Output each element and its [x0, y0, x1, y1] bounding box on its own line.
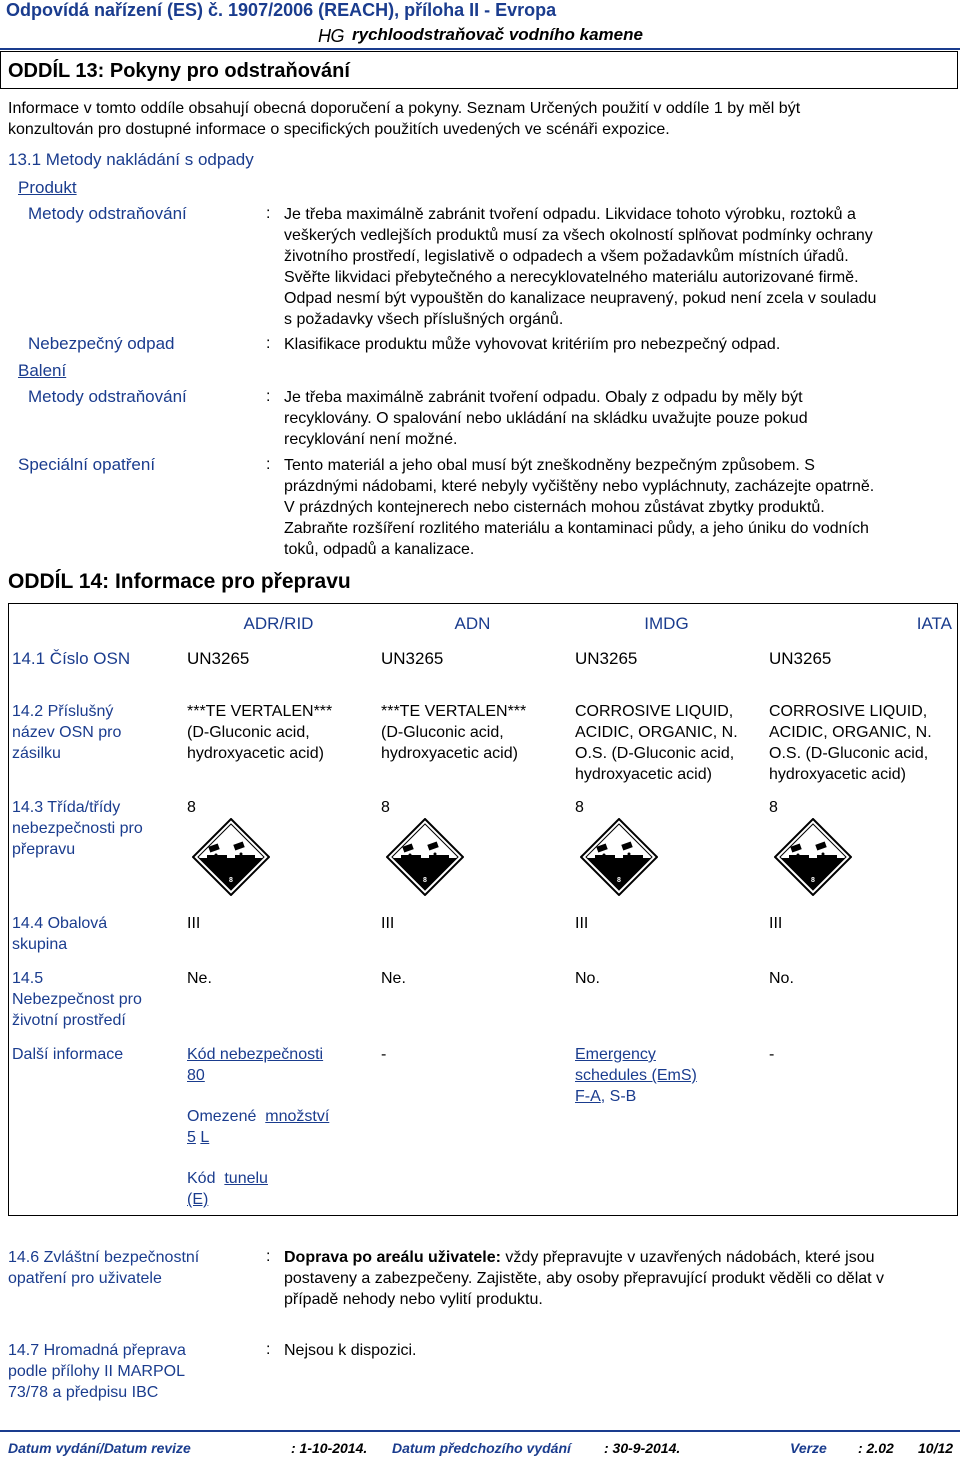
footer-verze-label: Verze [790, 1440, 827, 1456]
row144-label: 14.4 Obalová skupina [12, 915, 108, 953]
col-adn: ADN [454, 614, 491, 633]
footer-datum-value: : 1-10-2014. [291, 1440, 368, 1456]
corrosive-pictogram-iata [774, 818, 852, 901]
svg-text:8: 8 [811, 877, 815, 884]
corrosive-pictogram-imdg [580, 818, 658, 901]
colon: : [266, 1341, 271, 1358]
dalsi-imdg: Emergency schedules (EmS) F-A, S-B [575, 1046, 697, 1105]
footer-datum-label: Datum vydání/Datum revize [8, 1440, 191, 1456]
section13-title: ODDÍL 13: Pokyny pro odstraňování [8, 60, 350, 82]
footer-verze-value: : 2.02 [858, 1440, 894, 1456]
footer-page-number: 10/12 [918, 1440, 954, 1456]
row145-adr: Ne. [187, 970, 212, 987]
section14-title: ODDÍL 14: Informace pro přepravu [8, 570, 351, 593]
svg-text:8: 8 [229, 877, 233, 884]
corrosive-icon [192, 818, 270, 896]
metody-text: Je třeba maximálně zabránit tvoření odpadu. Likvidace tohoto výrobku, roztoků a veškerých vedlejších produktů musí za všech okolností splňovat podmínky ochrany životního prostředí, legislativě o odpadech a všem požadavkům místních úřadů. Svěřte likvidaci přebytečného a nerecyklovatelného materiálu autorizované firmě. Odpad nesmí být vypouštěn do kanalizace neupravený, pokud není zcela v souladu s požadavky všech příslušných orgánů. [284, 206, 877, 328]
colon: : [266, 335, 271, 352]
corrosive-pictogram-adr [192, 818, 270, 901]
row142-adr: ***TE VERTALEN*** (D-Gluconic acid, hydroxyacetic acid) [187, 703, 333, 762]
row146-text: Doprava po areálu uživatele: vždy přepravujte v uzavřených nádobách, které jsou postaveny a zabezpečeny. Zajistěte, aby osoby přepravující produkt věděli co dělat v případě nehody nebo vylití produktu. [284, 1249, 885, 1308]
produkt-heading: Produkt [18, 178, 77, 197]
metody2-text: Je třeba maximálně zabránit tvoření odpadu. Obaly z odpadu by měly být recyklovány. O spalování nebo ukládání na skládku uvažujte pouze pokud recyklování není možné. [284, 389, 808, 448]
header-divider [0, 48, 960, 50]
table-top-rule [8, 603, 958, 604]
footer-predchozi-label: Datum předchozího vydání [392, 1440, 571, 1456]
table-bottom-rule [8, 1215, 958, 1216]
row142-adn: ***TE VERTALEN*** (D-Gluconic acid, hydroxyacetic acid) [381, 703, 527, 762]
row141-label: 14.1 Číslo OSN [12, 649, 131, 668]
nebezpecny-text: Klasifikace produktu může vyhovovat kritériím pro nebezpečný odpad. [284, 336, 781, 353]
col-adr-rid: ADR/RID [243, 614, 314, 633]
row144-imdg: III [575, 915, 589, 932]
row145-label: 14.5 Nebezpečnost pro životní prostředí [12, 970, 142, 1029]
specialni-label: Speciální opatření [18, 455, 156, 474]
corrosive-pictogram-adn [386, 818, 464, 901]
section13-1-title: 13.1 Metody nakládání s odpady [8, 150, 254, 169]
row141-iata: UN3265 [769, 649, 832, 668]
metody2-label: Metody odstraňování [28, 387, 187, 406]
row144-iata: III [769, 915, 783, 932]
row145-adn: Ne. [381, 970, 406, 987]
row147-text: Nejsou k dispozici. [284, 1342, 417, 1359]
svg-text:8: 8 [617, 877, 621, 884]
product-name: rychloodstraňovač vodního kamene [352, 25, 643, 44]
col-imdg: IMDG [644, 614, 689, 633]
row145-iata: No. [769, 970, 794, 987]
dalsi-label: Další informace [12, 1046, 124, 1063]
row145-imdg: No. [575, 970, 600, 987]
metody-label: Metody odstraňování [28, 204, 187, 223]
table-left-rule [8, 603, 9, 1216]
col-iata: IATA [916, 614, 952, 633]
row147-label: 14.7 Hromadná přeprava podle přílohy II MARPOL 73/78 a předpisu IBC [8, 1342, 186, 1401]
colon: : [266, 456, 271, 473]
nebezpecny-label: Nebezpečný odpad [28, 334, 175, 353]
corrosive-icon [774, 818, 852, 896]
hg-logo: HG [318, 26, 344, 46]
row143-adn: 8 [381, 799, 390, 816]
row142-imdg: CORROSIVE LIQUID, ACIDIC, ORGANIC, N. O.S. (D-Gluconic acid, hydroxyacetic acid) [575, 703, 738, 783]
row142-label: 14.2 Příslušný název OSN pro zásilku [12, 703, 122, 762]
section13-intro: Informace v tomto oddíle obsahují obecná doporučení a pokyny. Seznam Určených použití v oddíle 1 by měl být konzultován pro dostupné informace o specifických použitích uvedených ve scénáři expozice. [8, 100, 801, 138]
row144-adr: III [187, 915, 201, 932]
row141-imdg: UN3265 [575, 649, 638, 668]
dalsi-iata: - [769, 1046, 775, 1063]
kod-nebezpecnosti-label: Kód nebezpečnosti [187, 1046, 324, 1063]
row142-iata: CORROSIVE LIQUID, ACIDIC, ORGANIC, N. O.S. (D-Gluconic acid, hydroxyacetic acid) [769, 703, 932, 783]
specialni-text: Tento materiál a jeho obal musí být zneškodněny bezpečným způsobem. S prázdnými nádobami, které nebyly vyčištěny nebo vypláchnuty, zacházejte opatrně. V prázdných kontejnerech nebo cisternách mohou zůstávat zbytky produktů. Zabraňte rozšíření rozlitého materiálu a kontaminaci půdy, a jeho úniku do vodních toků, odpadů a kanalizace. [284, 457, 875, 558]
footer-predchozi-value: : 30-9-2014. [604, 1440, 681, 1456]
corrosive-icon [580, 818, 658, 896]
dalsi-adn: - [381, 1046, 387, 1063]
row141-adr: UN3265 [187, 649, 250, 668]
row143-iata: 8 [769, 799, 778, 816]
colon: : [266, 1248, 271, 1265]
colon: : [266, 205, 271, 222]
table-right-rule [957, 603, 958, 1216]
kod-nebezpecnosti-value: 80 [187, 1067, 205, 1084]
colon: : [266, 388, 271, 405]
row143-imdg: 8 [575, 799, 584, 816]
row143-label: 14.3 Třída/třídy nebezpečnosti pro přepravu [12, 799, 143, 858]
corrosive-icon [386, 818, 464, 896]
footer-divider [0, 1430, 960, 1432]
regulation-header: Odpovídá nařízení (ES) č. 1907/2006 (REACH), příloha II - Evropa [6, 0, 557, 20]
dalsi-adr: Kód nebezpečnosti 80 Omezené množství 5 L Kód tunelu (E) [187, 1046, 330, 1208]
svg-text:8: 8 [423, 877, 427, 884]
row144-adn: III [381, 915, 395, 932]
baleni-heading: Balení [18, 361, 67, 380]
row146-label: 14.6 Zvláštní bezpečnostní opatření pro uživatele [8, 1249, 200, 1287]
row141-adn: UN3265 [381, 649, 444, 668]
row143-adr: 8 [187, 799, 196, 816]
